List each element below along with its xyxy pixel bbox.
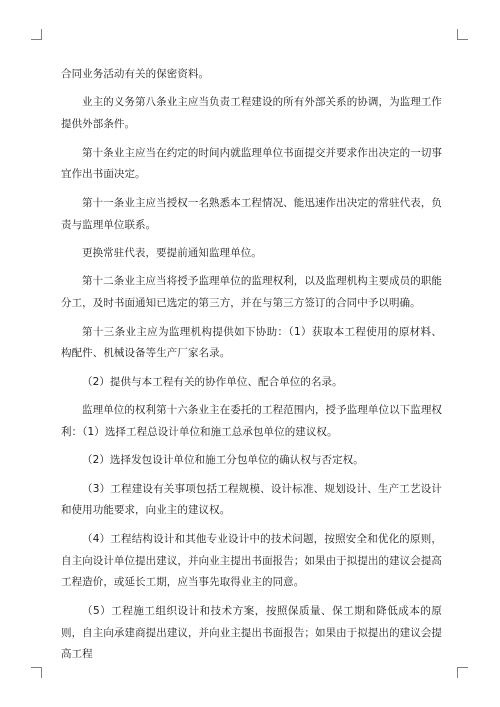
paragraph-replace-representative: 更换常驻代表，要提前通知监理单位。 [82,246,262,259]
crop-mark-top-right [457,29,468,40]
paragraph-article-13-item-2: （2）提供与本工程有关的协作单位、配合单位的名录。 [82,375,343,388]
paragraph-continuation: 合同业务活动有关的保密资料。 [61,68,210,80]
paragraph-article-11: 第十一条业主应当授权一名熟悉本工程情况、能迅速作出决定的常驻代表，负责与监理单位联系。 [61,196,442,231]
crop-mark-top-left [31,29,42,40]
paragraph-article-12: 第十二条业主应当将授予监理单位的监理权利，以及监理机构主要成员的职能分工，及时书面通知已选定的第三方，并在与第三方签订的合同中予以明确。 [61,275,442,310]
paragraph-article-16-item-4: （4）工程结构设计和其他专业设计中的技术问题，按照安全和优化的原则，自主向设计单位提出建议，并向业主提出书面报告；如果由于拟提出的建议会提高工程造价，或延长工期，应当事先取得业主的同意。 [61,532,442,589]
paragraph-article-16-item-5: （5）工程施工组织设计和技术方案，按照保质量、保工期和降低成本的原则，自主向承建商提出建议，并向业主提出书面报告；如果由于拟提出的建议会提高工程 [61,604,442,661]
crop-mark-bottom-left [31,667,42,678]
paragraph-article-8: 业主的义务第八条业主应当负责工程建设的所有外部关系的协调，为监理工作提供外部条件。 [61,96,442,131]
paragraph-article-16-item-2: （2）选择发包设计单位和施工分包单位的确认权与否定权。 [82,454,364,467]
paragraph-article-13: 第十三条业主应为监理机构提供如下协助：（1）获取本工程使用的原材料、构配件、机械设备等生产厂家名录。 [61,325,442,360]
paragraph-article-16-item-3: （3）工程建设有关事项包括工程规模、设计标准、规划设计、生产工艺设计和使用功能要求，向业主的建议权。 [61,482,442,517]
crop-mark-bottom-right [457,667,468,678]
paragraph-article-16: 监理单位的权利第十六条业主在委托的工程范围内，授予监理单位以下监理权利：（1）选择工程总设计单位和施工总承包单位的建议权。 [61,404,442,438]
document-body [61,64,442,673]
paragraph-article-10: 第十条业主应当在约定的时间内就监理单位书面提交并要求作出决定的一切事宜作出书面决定。 [61,146,442,181]
